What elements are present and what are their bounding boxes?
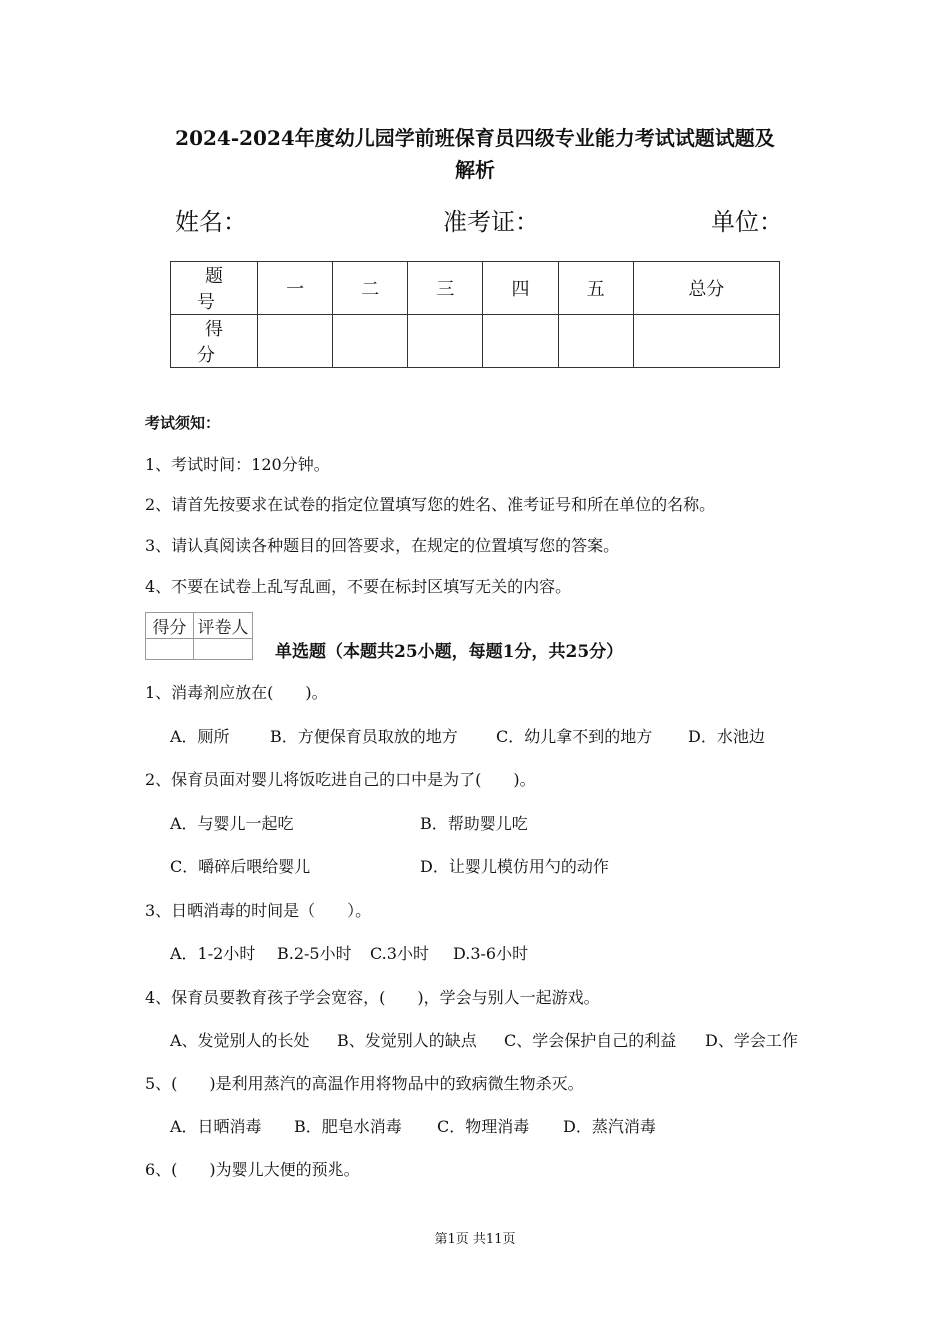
question-option: A、发觉别人的长处	[170, 1031, 310, 1050]
question-option: A．与婴儿一起吃	[170, 814, 294, 833]
question-stem: 5、( )是利用蒸汽的高温作用将物品中的致病微生物杀灭。	[145, 1074, 584, 1093]
question-option: C．幼儿拿不到的地方	[496, 727, 653, 746]
score-table-header-label: 题 号	[171, 262, 258, 315]
question-stem: 3、日晒消毒的时间是（ ）。	[145, 901, 372, 920]
notice-heading: 考试须知：	[145, 414, 221, 432]
grader-box-grader-cell[interactable]	[194, 639, 253, 660]
score-cell-5[interactable]	[558, 315, 633, 368]
question-option: D.3-6小时	[453, 944, 529, 963]
score-table-score-row	[171, 315, 780, 368]
score-table-row-label: 得 分	[171, 315, 258, 368]
score-cell-total[interactable]	[633, 315, 779, 368]
notice-item: 2、请首先按要求在试卷的指定位置填写您的姓名、准考证号和所在单位的名称。	[145, 495, 716, 514]
question-stem: 6、( )为婴儿大便的预兆。	[145, 1160, 360, 1179]
question-stem: 2、保育员面对婴儿将饭吃进自己的口中是为了( )。	[145, 770, 536, 789]
question-option: B.2-5小时	[277, 944, 352, 963]
notice-item: 1、考试时间：120分钟。	[145, 455, 330, 474]
question-option: A．日晒消毒	[170, 1117, 262, 1136]
question-option: C.3小时	[370, 944, 429, 963]
question-stem: 4、保育员要教育孩子学会宽容，( )，学会与别人一起游戏。	[145, 988, 600, 1007]
question-stem: 1、消毒剂应放在( )。	[145, 683, 328, 702]
notice-item: 3、请认真阅读各种题目的回答要求，在规定的位置填写您的答案。	[145, 536, 620, 555]
question-option: D．让婴儿模仿用勺的动作	[420, 857, 609, 876]
question-option: C、学会保护自己的利益	[504, 1031, 677, 1050]
question-option: B．肥皂水消毒	[294, 1117, 402, 1136]
score-table	[170, 261, 780, 368]
grader-box-score-cell[interactable]	[146, 639, 194, 660]
score-table-header-4: 四	[483, 262, 558, 315]
score-cell-4[interactable]	[483, 315, 558, 368]
question-option: C．物理消毒	[437, 1117, 530, 1136]
section-title: 单选题（本题共25小题，每题1分，共25分）	[275, 642, 624, 662]
question-option: B、发觉别人的缺点	[337, 1031, 477, 1050]
question-option: A．1-2小时	[170, 944, 256, 963]
score-table-header-1: 一	[258, 262, 333, 315]
question-option: B．帮助婴儿吃	[420, 814, 528, 833]
score-cell-2[interactable]	[333, 315, 408, 368]
grader-box-grader-label: 评卷人	[194, 613, 253, 639]
question-option: D．水池边	[688, 727, 765, 746]
question-option: A．厕所	[170, 727, 230, 746]
page-footer: 第1页 共11页	[434, 1232, 516, 1247]
document-title-line-2: 解析	[455, 158, 495, 182]
score-table-header-3: 三	[408, 262, 483, 315]
grader-box-score-label: 得分	[146, 613, 194, 639]
grader-box	[145, 612, 253, 660]
score-table-header-total: 总分	[633, 262, 779, 315]
score-table-header-row	[171, 262, 780, 315]
question-option: B．方便保育员取放的地方	[270, 727, 458, 746]
document-title-line-1: 2024-2024年度幼儿园学前班保育员四级专业能力考试试题试题及	[175, 126, 775, 150]
question-option: D、学会工作	[705, 1031, 798, 1050]
score-table-header-5: 五	[558, 262, 633, 315]
score-table-header-2: 二	[333, 262, 408, 315]
notice-item: 4、不要在试卷上乱写乱画，不要在标封区填写无关的内容。	[145, 577, 572, 596]
name-field-label: 姓名：	[175, 208, 247, 236]
question-option: D．蒸汽消毒	[563, 1117, 656, 1136]
exam-id-field-label: 准考证：	[443, 208, 539, 236]
unit-field-label: 单位：	[711, 208, 783, 236]
score-cell-3[interactable]	[408, 315, 483, 368]
question-option: C．嚼碎后喂给婴儿	[170, 857, 311, 876]
